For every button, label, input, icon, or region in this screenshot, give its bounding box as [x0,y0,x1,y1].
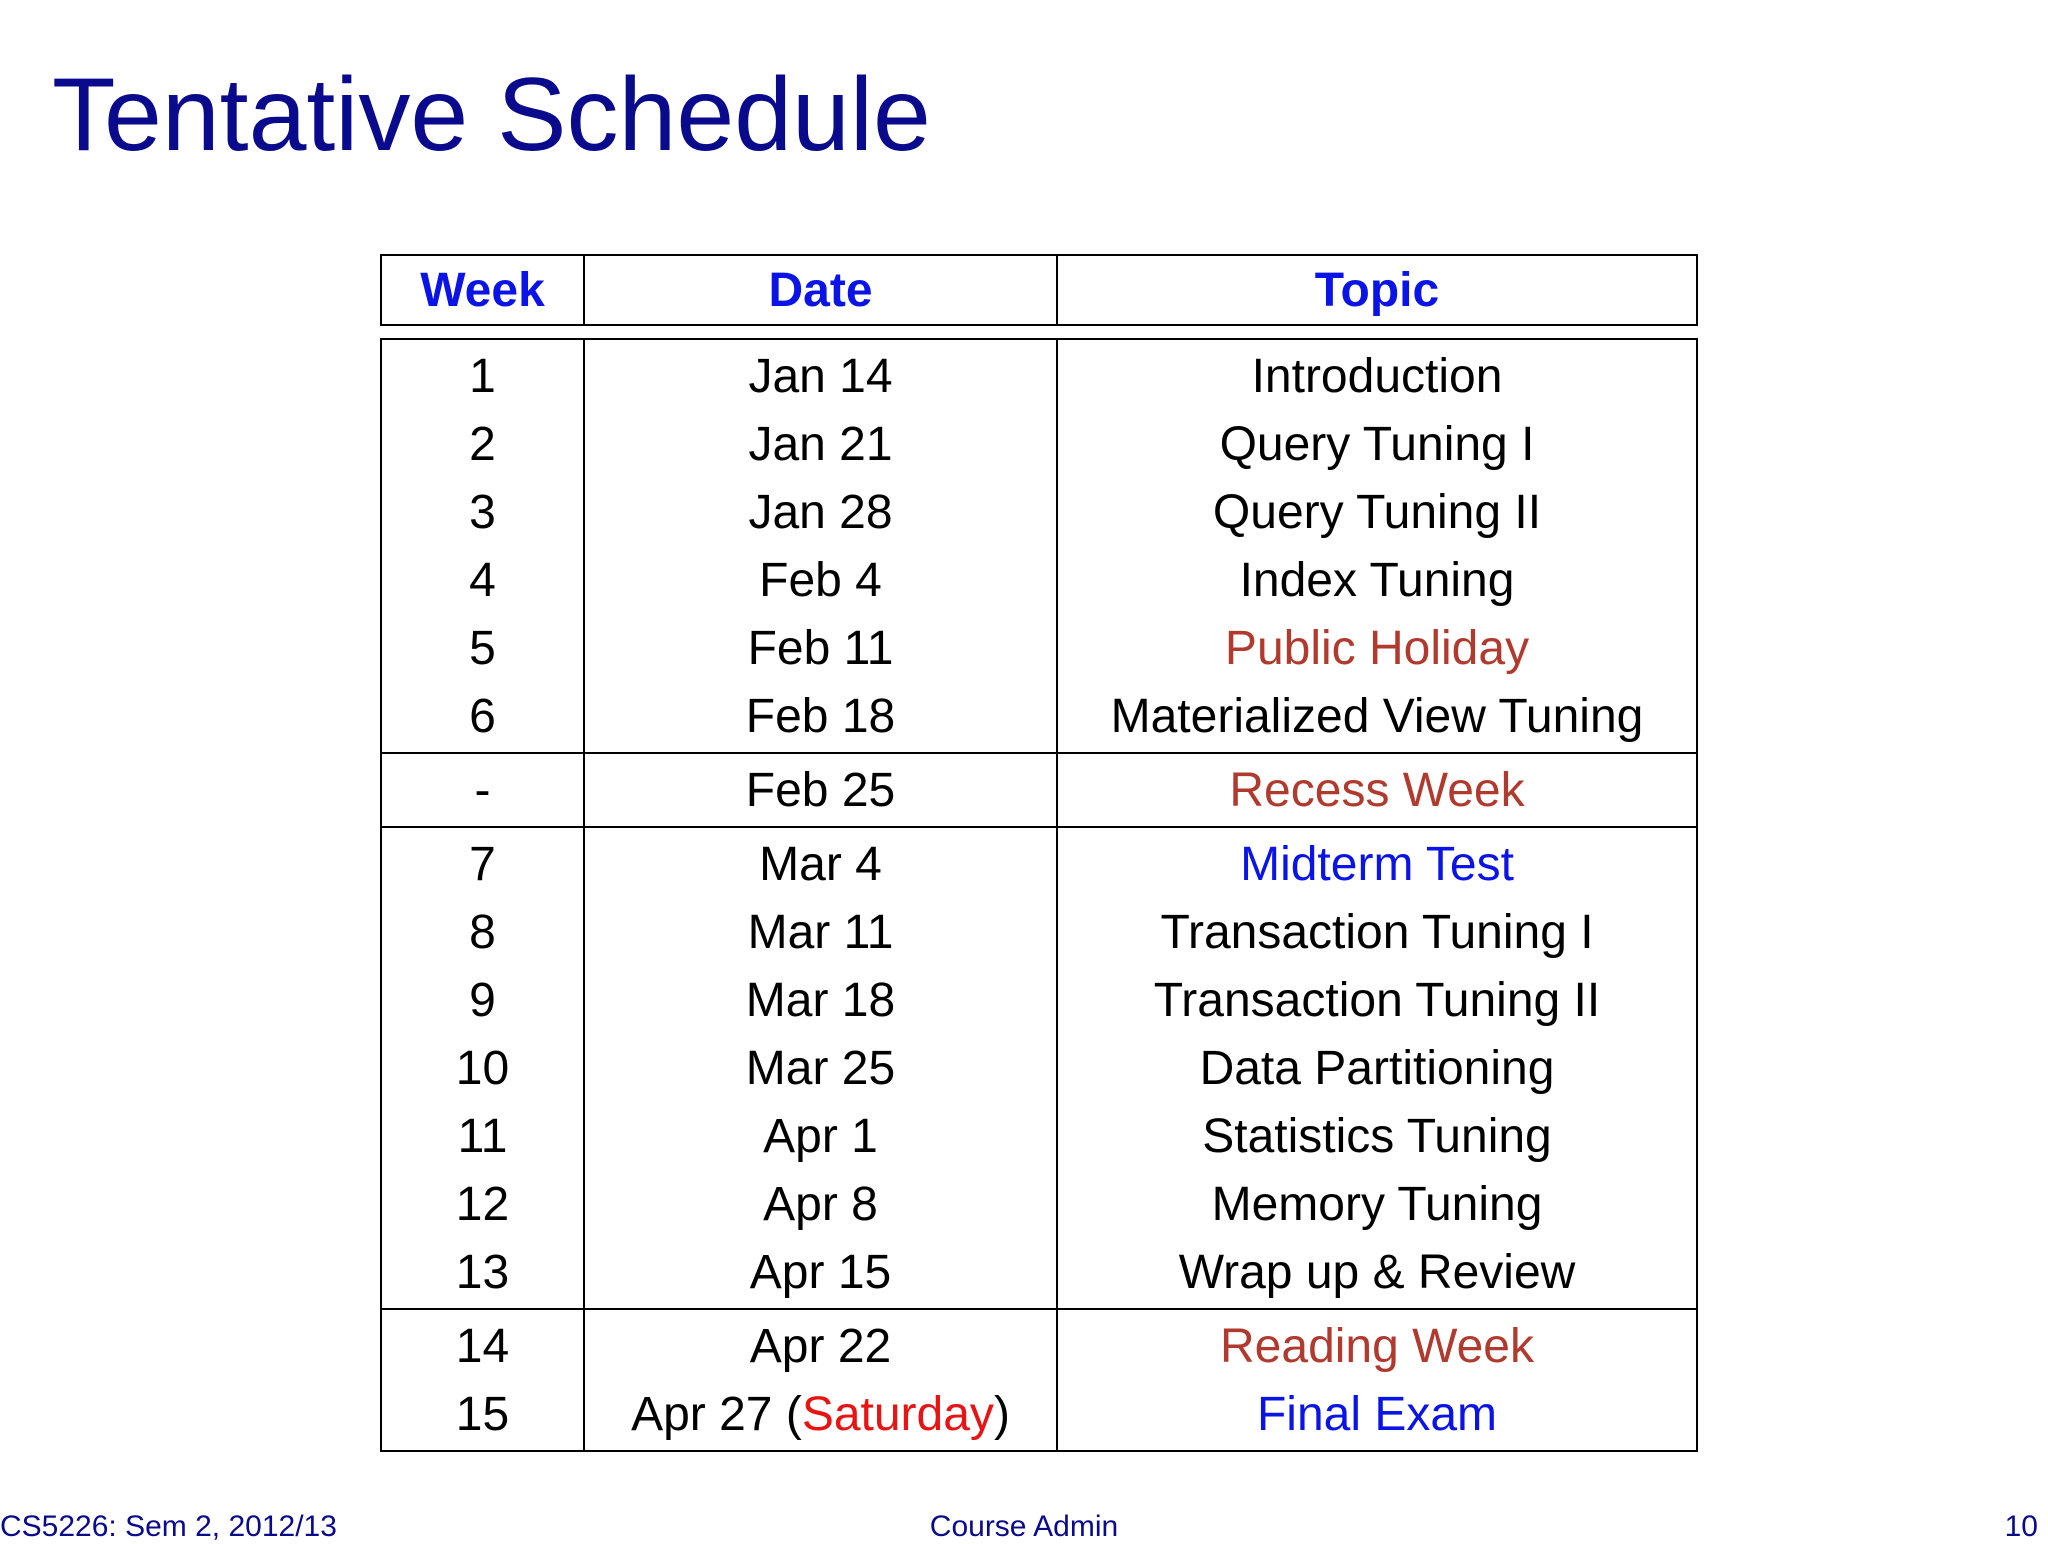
week-cell: 5 [469,621,496,675]
topic-column [1058,1310,1696,1450]
date-cell: Jan 21 [748,417,893,471]
date-cell: Feb 11 [747,621,894,675]
topic-cell: Public Holiday [1224,621,1530,675]
schedule-table [380,254,1698,1452]
date-main: Apr 27 [631,1387,773,1441]
row-group [382,752,1696,826]
week-cell: 9 [469,973,496,1027]
topic-cell: Recess Week [1229,763,1525,817]
header-week: Week [382,256,585,324]
date-column [585,340,1058,752]
week-cell: 8 [469,905,496,959]
table-header-row [380,254,1698,326]
topic-cell: Memory Tuning [1211,1177,1543,1231]
topic-column [1058,340,1696,752]
week-cell: 3 [469,485,496,539]
table-body [380,338,1698,1452]
date-cell: Jan 28 [748,485,893,539]
topic-column [1058,754,1696,826]
date-cell: Mar 25 [745,1041,896,1095]
row-group [382,1308,1696,1450]
slide-title: Tentative Schedule [52,57,931,173]
date-cell: Apr 8 [763,1177,878,1231]
date-cell: Mar 11 [747,905,894,959]
week-column [382,1310,585,1450]
week-cell: 4 [469,553,496,607]
week-cell: - [474,763,491,817]
footer-section: Course Admin [929,1510,1119,1543]
date-column [585,828,1058,1308]
topic-cell: Data Partitioning [1199,1041,1555,1095]
topic-cell: Midterm Test [1240,837,1514,891]
week-cell: 10 [455,1041,510,1095]
week-cell: 1 [469,349,496,403]
topic-cell: Wrap up & Review [1178,1245,1576,1299]
week-cell: 15 [455,1387,510,1441]
row-group [382,826,1696,1308]
topic-cell: Transaction Tuning II [1153,973,1601,1027]
week-column [382,828,585,1308]
header-date: Date [585,256,1058,324]
footer-page-number: 10 [2004,1510,2038,1543]
week-cell: 14 [455,1319,510,1373]
row-group [382,340,1696,752]
topic-cell: Query Tuning I [1219,417,1535,471]
week-cell: 13 [455,1245,510,1299]
topic-cell: Statistics Tuning [1202,1109,1552,1163]
header-topic: Topic [1314,263,1440,317]
topic-cell: Reading Week [1220,1319,1534,1373]
topic-column [1058,828,1696,1308]
week-cell: 11 [457,1109,508,1163]
date-cell: Jan 14 [748,349,893,403]
footer-course: CS5226: Sem 2, 2012/13 [0,1510,337,1543]
date-cell: Feb 18 [745,689,896,743]
date-cell: Apr 1 [763,1109,878,1163]
date-column [585,1310,1058,1450]
week-column [382,340,585,752]
topic-cell: Query Tuning II [1212,485,1542,539]
date-cell: Apr 22 [749,1319,892,1373]
week-cell: 12 [455,1177,510,1231]
topic-cell: Introduction [1251,349,1503,403]
topic-cell: Materialized View Tuning [1110,689,1644,743]
week-cell: 2 [469,417,496,471]
topic-cell: Transaction Tuning I [1160,905,1594,959]
date-cell: Mar 4 [759,837,882,891]
week-cell: 7 [469,837,496,891]
date-column [585,754,1058,826]
date-note: Saturday [801,1387,994,1441]
topic-cell: Final Exam [1256,1387,1498,1441]
date-cell: Mar 18 [745,973,896,1027]
date-cell: Feb 25 [745,763,896,817]
date-cell: Feb 4 [759,553,882,607]
week-cell: 6 [469,689,496,743]
date-cell: Apr 15 [749,1245,892,1299]
topic-cell: Index Tuning [1239,553,1515,607]
week-column [382,754,585,826]
date-cell: Apr 27 ( Saturday ) [631,1387,1010,1441]
